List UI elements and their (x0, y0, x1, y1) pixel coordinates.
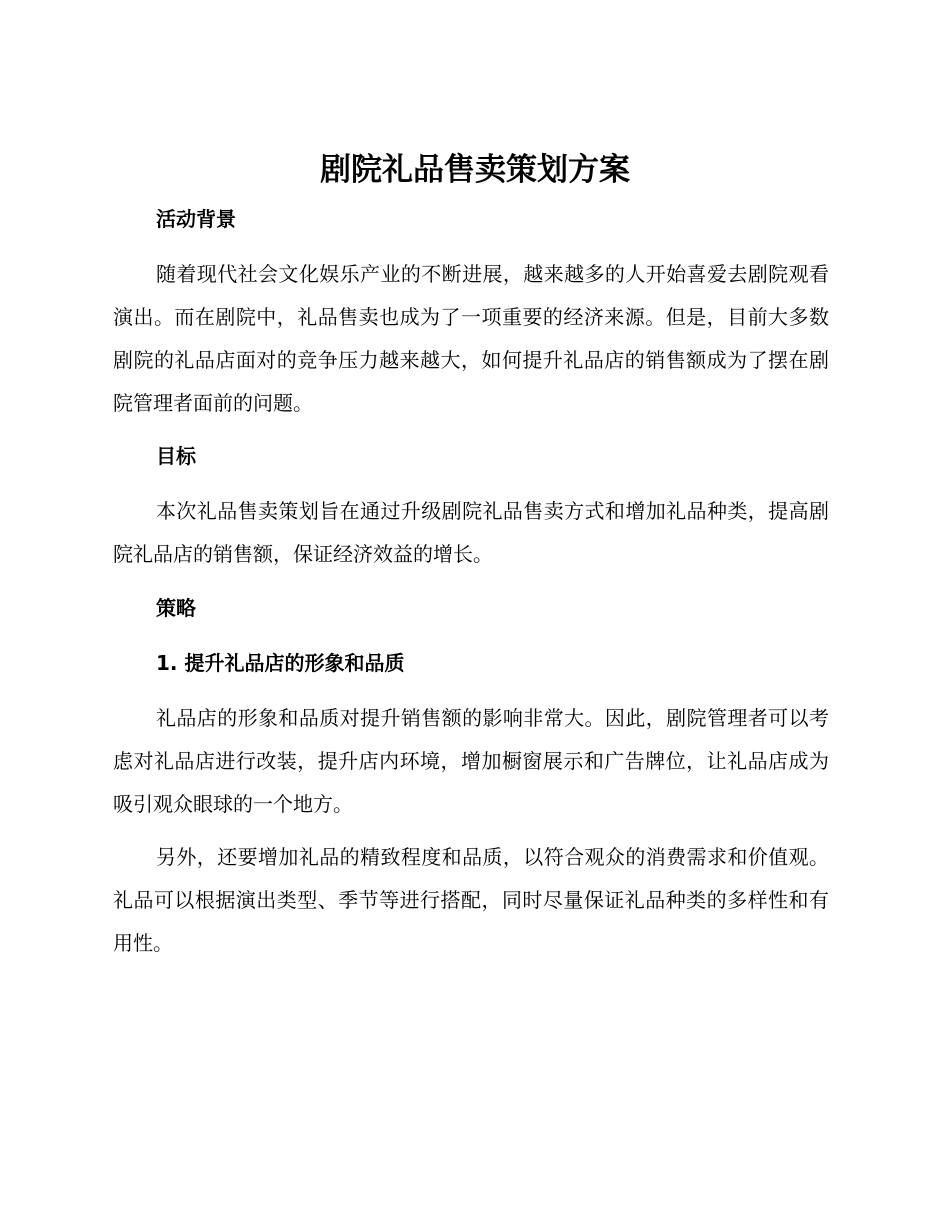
subsection-heading-image-quality: 1. 提升礼品店的形象和品质 (156, 651, 405, 675)
document-title: 剧院礼品售卖策划方案 (320, 152, 630, 188)
section-heading-strategy: 策略 (156, 596, 196, 620)
section-heading-goal: 目标 (156, 444, 196, 468)
section-heading-background: 活动背景 (156, 207, 236, 231)
strategy-paragraph: 礼品店的形象和品质对提升销售额的影响非常大。因此，剧院管理者可以考虑对礼品店进行改装，提升店内环境，增加橱窗展示和广告牌位，让礼品店成为吸引观众眼球的一个地方。 (113, 706, 829, 816)
background-paragraph: 随着现代社会文化娱乐产业的不断进展，越来越多的人开始喜爱去剧院观看演出。而在剧院中，礼品售卖也成为了一项重要的经济来源。但是，目前大多数剧院的礼品店面对的竞争压力越来越大，如何提升礼品店的销售额成为了摆在剧院管理者面前的问题。 (113, 262, 829, 415)
strategy-paragraph: 另外，还要增加礼品的精致程度和品质，以符合观众的消费需求和价值观。礼品可以根据演出类型、季节等进行搭配，同时尽量保证礼品种类的多样性和有用性。 (113, 845, 829, 955)
goal-paragraph: 本次礼品售卖策划旨在通过升级剧院礼品售卖方式和增加礼品种类，提高剧院礼品店的销售额，保证经济效益的增长。 (113, 499, 829, 566)
